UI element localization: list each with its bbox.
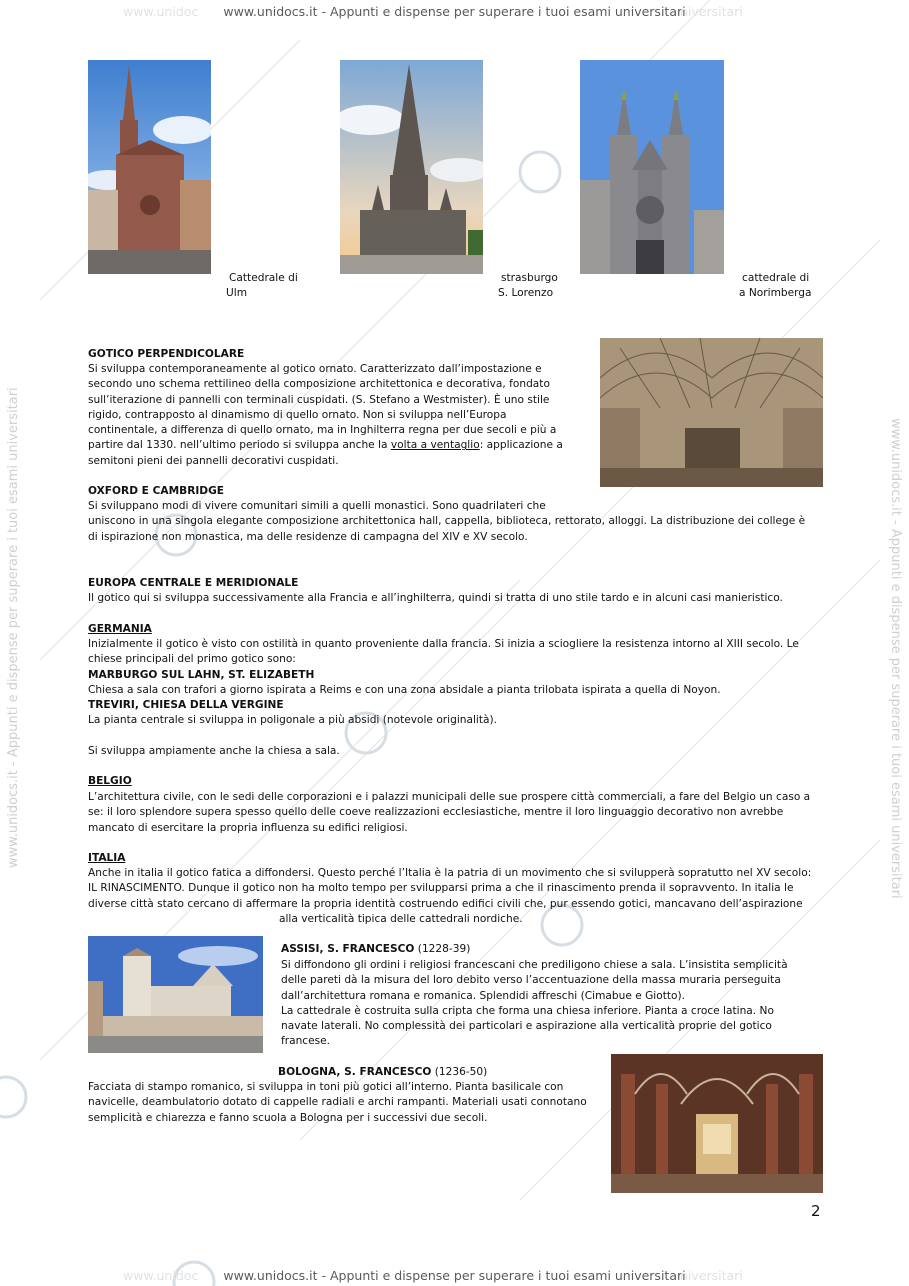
caption-ulm-line1: Cattedrale di [229, 272, 298, 284]
section-title-oxford-cambridge: OXFORD E CAMBRIDGE [88, 485, 225, 497]
marburgo-text: Chiesa a sala con trafori a giorno ispirata a Reims e con una zona absidale a pianta trilobata ispirata a quella di Noyon. [88, 684, 721, 696]
perp-line-6 [88, 438, 588, 453]
footer-link[interactable]: www.unidocs.it - Appunti e dispense per superare i tuoi esami universitari [223, 1268, 686, 1283]
assisi-basilica-image [88, 936, 263, 1053]
chiesa-a-sala-text: Si sviluppa ampiamente anche la chiesa a sala. [88, 745, 340, 757]
assisi-line-6: francese. [281, 1035, 331, 1048]
oxford-line-1: Si sviluppano modi di vivere comunitari simili a quelli monastici. Sono quadrilateri che [88, 500, 546, 512]
gotico-perpendicolare-text [88, 362, 588, 469]
ulm-cathedral-image [340, 60, 483, 274]
perp-line-3: sull’iterazione di pannelli con terminali cuspidati. (S. Stefano a Westmister). È uno stile [88, 393, 550, 406]
italia-line-2: IL RINASCIMENTO. Dunque il gotico non ha molto tempo per svilupparsi prima a che il rinascimento prenda il sopravvento. In italia le [88, 882, 794, 895]
section-title-italia: ITALIA [88, 852, 126, 864]
perp-line-2: secondo uno schema rettilineo della composizione architettonica e decorativa, fondato [88, 378, 550, 391]
bologna-line-3: semplicità e chiarezza e fanno scuola a Bologna per i successivi due secoli. [88, 1111, 488, 1124]
bologna-line-1: Facciata di stampo romanico, si sviluppa in toni più gotici all’interno. Pianta basilicale con [88, 1081, 564, 1093]
caption-strasburgo: strasburgo [501, 272, 558, 284]
assisi-line-5: navate laterali. No complessità dei particolari e aspirazione alla verticalità proprie del gotico [281, 1020, 772, 1033]
left-side-watermark: www.unidocs.it - Appunti e dispense per superare i tuoi esami universitari [6, 387, 21, 868]
caption-ulm-line2: Ulm [226, 287, 248, 299]
assisi-line-1: Si diffondono gli ordini i religiosi francescani che prediligono chiese a sala. L’insistita semplicità [281, 959, 788, 971]
caption-san-lorenzo: S. Lorenzo [498, 287, 554, 299]
bologna-years: (1236-50) [431, 1066, 488, 1078]
subtitle-treviri: TREVIRI, CHIESA DELLA VERGINE [88, 699, 284, 711]
europa-text: Il gotico qui si sviluppa successivamente alla Francia e all’inghilterra, quindi si tratta di uno stile tardo e in alcuni casi manieristico. [88, 592, 783, 604]
right-side-watermark: www.unidocs.it - Appunti e dispense per superare i tuoi esami universitari [888, 418, 903, 899]
page-number: 2 [811, 1202, 821, 1220]
belgio-text [88, 790, 828, 836]
germania-text [88, 637, 828, 668]
volta-a-ventaglio-link[interactable]: volta a ventaglio [390, 439, 480, 452]
bologna-text [88, 1080, 600, 1126]
oxford-line-2: uniscono in una singola elegante composizione architettonica hall, cappella, biblioteca, rettorato, alloggi. La distribuzione dei college è [88, 515, 806, 528]
belgio-line-1: L’architettura civile, con le sedi delle corporazioni e i palazzi municipali delle sue prospere città commerciali, a fare del Belgio un caso a [88, 791, 811, 803]
bologna-title: BOLOGNA, S. FRANCESCO [278, 1066, 432, 1078]
belgio-line-3: mancato di esercitare la propria influenza su edifici religiosi. [88, 821, 408, 834]
assisi-line-3: dall’architettura romana e romanica. Splendidi affreschi (Cimabue e Giotto). [281, 989, 686, 1002]
assisi-years: (1228-39) [414, 943, 471, 955]
caption-norimberga-line1: cattedrale di [742, 272, 810, 284]
bologna-line-2: navicelle, deambulatorio dotato di cappelle radiali e archi rampanti. Materiali usati connotano [88, 1096, 587, 1109]
section-title-germania: GERMANIA [88, 623, 152, 635]
oxford-line-3: di ispirazione non monastica, ma delle residenze di campagna del XIV e XV secolo. [88, 530, 528, 543]
italia-line-3: diverse città stato cercano di affermare la propria identità costruendo edifici civili che, pur essendo gotici, mancavano dell’aspirazione [88, 897, 803, 910]
bologna-heading [278, 1065, 487, 1080]
perp-line-4: rigido, contrapposto al dinamismo di quello ornato. Non si sviluppa nell’Europa [88, 408, 507, 421]
subtitle-marburgo: MARBURGO SUL LAHN, ST. ELIZABETH [88, 669, 315, 681]
strasburgo-cathedral-image [88, 60, 211, 274]
footer-ghost-right: niversitari [680, 1268, 743, 1283]
section-title-gotico-perpendicolare: GOTICO PERPENDICOLARE [88, 348, 245, 360]
page-footer [0, 1268, 909, 1283]
oxford-cambridge-text [88, 499, 828, 545]
caption-norimberga-line2: a Norimberga [739, 287, 812, 299]
header-ghost-left: www.unidoc [123, 4, 199, 19]
perp-line-6-text: partire dal 1330. nell’ultimo periodo si sviluppa anche la [88, 439, 388, 452]
assisi-heading [281, 942, 470, 957]
section-title-belgio: BELGIO [88, 775, 132, 787]
norimberga-san-lorenzo-image [580, 60, 724, 274]
perp-line-6-tail: : applicazione a [479, 439, 563, 452]
assisi-text [281, 958, 821, 1050]
perp-line-1: Si sviluppa contemporaneamente al gotico ornato. Caratterizzato dall’impostazione e [88, 363, 542, 375]
assisi-title: ASSISI, S. FRANCESCO [281, 943, 415, 955]
bologna-interior-image [611, 1054, 823, 1193]
belgio-line-2: se: il loro splendore supera spesso quello delle coeve realizzazioni ecclesiastiche, mentre il loro linguaggio decorativo non avrebbe [88, 806, 784, 819]
header-ghost-right: niversitari [680, 4, 743, 19]
header-link[interactable]: www.unidocs.it - Appunti e dispense per superare i tuoi esami universitari [223, 4, 686, 19]
germania-line-2: chiese principali del primo gotico sono: [88, 653, 296, 666]
footer-ghost-left: www.unidoc [123, 1268, 199, 1283]
fan-vault-image [600, 338, 823, 487]
assisi-line-4: La cattedrale è costruita sulla cripta che forma una chiesa inferiore. Pianta a croce latina. No [281, 1004, 774, 1017]
italia-line-4: alla verticalità tipica delle cattedrali nordiche. [279, 913, 523, 925]
perp-line-5: continentale, a differenza di quello ornato, ma in Inghilterra regna per due secoli e più a [88, 424, 557, 437]
assisi-line-2: delle pareti dà la misura del loro debito verso l’accentuazione della massa muraria perseguita [281, 974, 781, 987]
italia-line-1: Anche in italia il gotico fatica a diffondersi. Questo perché l’Italia è la patria di un movimento che si svilupperà sopratutto nel XV secolo: [88, 867, 812, 879]
treviri-text: La pianta centrale si sviluppa in poligonale a più absidi (notevole originalità). [88, 714, 498, 726]
germania-line-1: Inizialmente il gotico è visto con ostilità in quanto proveniente dalla francia. Si inizia a sciogliere la resistenza intorno al XIII secolo. Le [88, 638, 799, 650]
italia-text [88, 866, 828, 912]
section-title-europa: EUROPA CENTRALE E MERIDIONALE [88, 577, 299, 589]
perp-line-7: semitoni pieni dei pannelli decorativi cuspidati. [88, 454, 339, 467]
